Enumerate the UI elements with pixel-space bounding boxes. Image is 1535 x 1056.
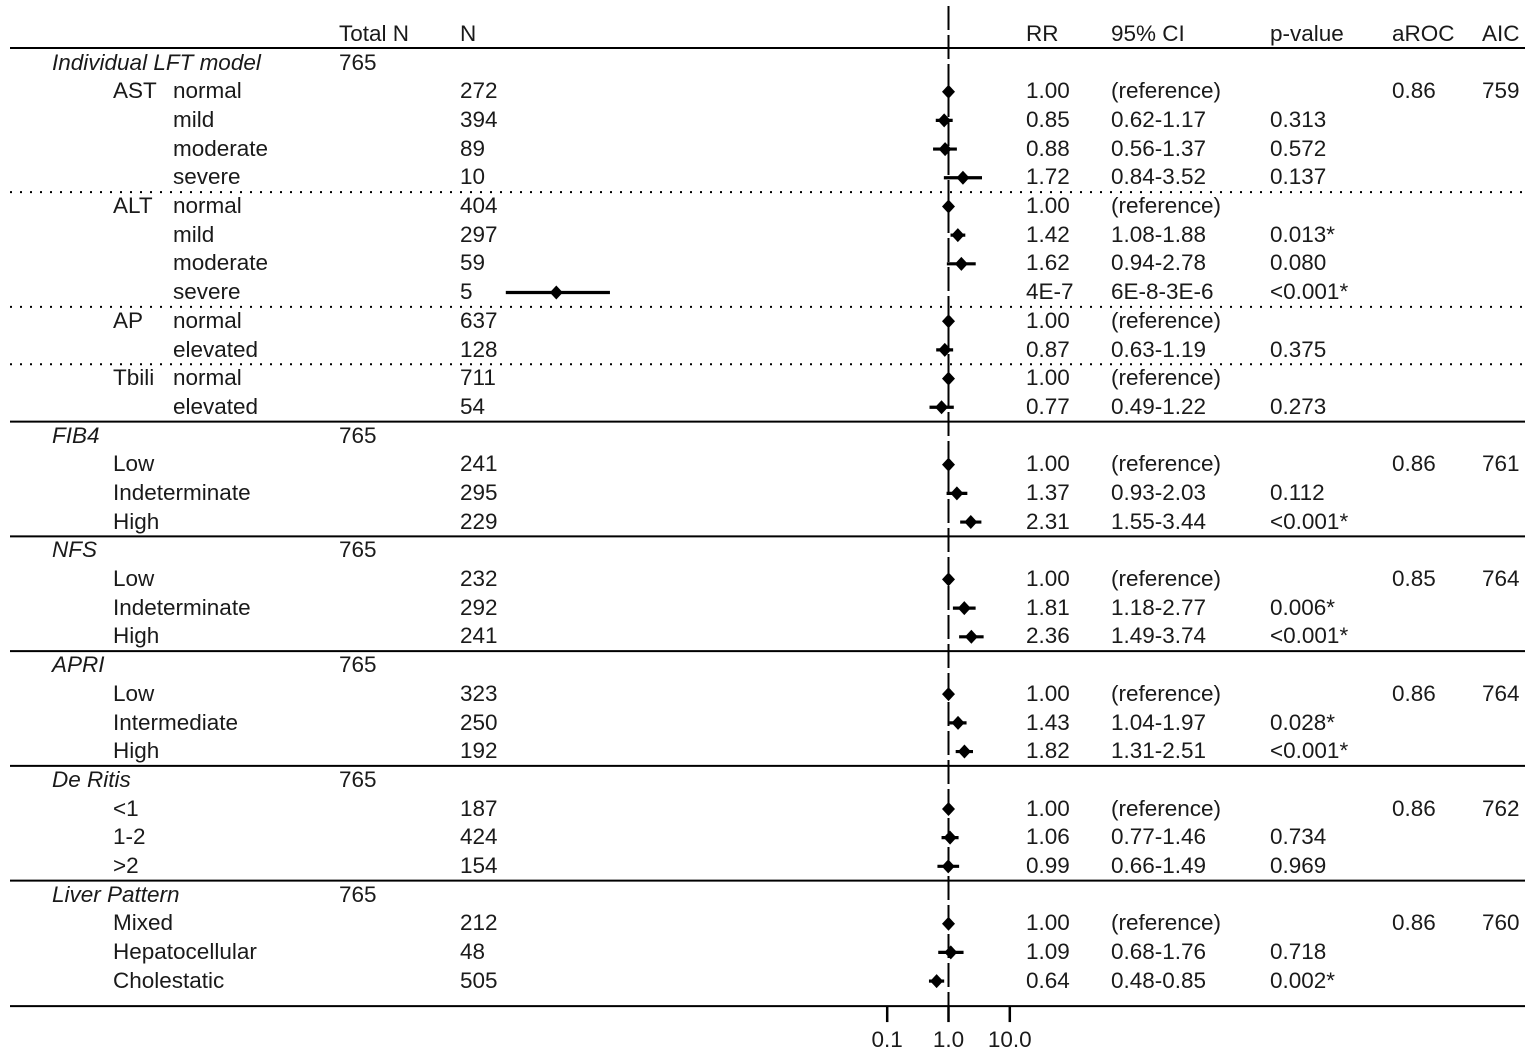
x-axis-tick-label: 0.1 xyxy=(871,1027,903,1052)
x-axis-tick-label: 10.0 xyxy=(987,1027,1032,1052)
test-label: AST xyxy=(113,78,157,104)
ci-value: 1.08-1.88 xyxy=(1111,221,1207,247)
n-value: 292 xyxy=(460,594,498,620)
n-value: 323 xyxy=(460,680,498,706)
level-label: elevated xyxy=(173,336,259,362)
level-label: Indeterminate xyxy=(113,594,251,620)
group-label: APRI xyxy=(52,652,105,678)
level-label: Low xyxy=(113,451,155,477)
ci-value: 0.77-1.46 xyxy=(1111,824,1207,850)
n-value: 48 xyxy=(460,939,486,965)
ci-value: 1.49-3.74 xyxy=(1111,623,1207,649)
level-label: Intermediate xyxy=(113,709,239,735)
level-label: mild xyxy=(173,107,215,133)
level-label: moderate xyxy=(173,135,269,161)
aroc-value: 0.86 xyxy=(1392,78,1436,104)
p-value: 0.002* xyxy=(1270,967,1336,993)
level-label: mild xyxy=(173,221,215,247)
estimate-diamond-marker xyxy=(550,286,563,300)
p-value: 0.969 xyxy=(1270,852,1327,878)
ci-value: 1.04-1.97 xyxy=(1111,709,1207,735)
p-value: <0.001* xyxy=(1270,623,1349,649)
aic-value: 764 xyxy=(1482,680,1520,706)
level-label: 1-2 xyxy=(113,824,146,850)
estimate-diamond-marker xyxy=(930,974,943,988)
n-value: 241 xyxy=(460,623,498,649)
test-label: ALT xyxy=(113,193,153,219)
group-total-n: 765 xyxy=(339,537,377,563)
p-value: 0.028* xyxy=(1270,709,1336,735)
n-value: 505 xyxy=(460,967,498,993)
rr-value: 1.09 xyxy=(1026,939,1070,965)
n-value: 89 xyxy=(460,135,486,161)
level-label: Indeterminate xyxy=(113,480,251,505)
level-label: normal xyxy=(173,365,242,391)
ci-value: 0.48-0.85 xyxy=(1111,967,1207,993)
aroc-value: 0.86 xyxy=(1392,680,1436,706)
rr-value: 1.00 xyxy=(1026,910,1070,936)
n-value: 192 xyxy=(460,738,498,764)
rr-value: 1.00 xyxy=(1026,365,1070,391)
p-value: 0.013* xyxy=(1270,221,1336,247)
estimate-diamond-marker xyxy=(958,601,971,615)
estimate-diamond-marker xyxy=(951,228,964,242)
aic-value: 760 xyxy=(1482,910,1520,936)
p-value: <0.001* xyxy=(1270,738,1349,764)
n-value: 154 xyxy=(460,852,498,878)
aroc-value: 0.85 xyxy=(1392,566,1436,592)
rr-value: 1.37 xyxy=(1026,480,1070,505)
level-label: normal xyxy=(173,78,242,104)
ci-value: (reference) xyxy=(1111,566,1222,592)
group-label: Individual LFT model xyxy=(52,49,261,75)
p-value: 0.080 xyxy=(1270,250,1327,276)
rr-value: 1.00 xyxy=(1026,451,1070,477)
level-label: >2 xyxy=(113,852,139,878)
n-value: 272 xyxy=(460,78,498,104)
estimate-diamond-marker xyxy=(944,831,957,845)
rr-value: 0.77 xyxy=(1026,393,1070,419)
estimate-diamond-marker xyxy=(955,257,968,271)
p-value: 0.313 xyxy=(1270,107,1327,133)
n-value: 212 xyxy=(460,910,498,936)
group-label: Liver Pattern xyxy=(52,881,180,907)
p-value: 0.375 xyxy=(1270,336,1327,362)
ci-value: (reference) xyxy=(1111,307,1222,333)
n-value: 232 xyxy=(460,566,498,592)
ci-value: 0.62-1.17 xyxy=(1111,107,1207,133)
ci-value: 0.63-1.19 xyxy=(1111,336,1207,362)
group-label: De Ritis xyxy=(52,766,131,792)
level-label: High xyxy=(113,508,160,534)
n-value: 297 xyxy=(460,221,498,247)
estimate-diamond-marker xyxy=(952,716,965,730)
aroc-value: 0.86 xyxy=(1392,451,1436,477)
level-label: moderate xyxy=(173,250,269,276)
ci-value: 1.31-2.51 xyxy=(1111,738,1207,764)
ci-value: 0.93-2.03 xyxy=(1111,480,1207,505)
estimate-diamond-marker xyxy=(944,945,957,959)
header-n: N xyxy=(460,21,477,46)
header-rr: RR xyxy=(1026,21,1059,46)
ci-value: 0.84-3.52 xyxy=(1111,164,1207,190)
level-label: normal xyxy=(173,193,242,219)
level-label: Cholestatic xyxy=(113,967,225,993)
rr-value: 1.82 xyxy=(1026,738,1070,764)
rr-value: 0.85 xyxy=(1026,107,1070,133)
rr-value: 0.64 xyxy=(1026,967,1070,993)
ci-value: 1.55-3.44 xyxy=(1111,508,1207,534)
group-total-n: 765 xyxy=(339,766,377,792)
n-value: 250 xyxy=(460,709,498,735)
n-value: 229 xyxy=(460,508,498,534)
group-total-n: 765 xyxy=(339,49,377,75)
level-label: Mixed xyxy=(113,910,174,936)
rr-value: 0.87 xyxy=(1026,336,1070,362)
aic-value: 764 xyxy=(1482,566,1520,592)
rr-value: 1.62 xyxy=(1026,250,1070,276)
n-value: 187 xyxy=(460,795,498,821)
aic-value: 761 xyxy=(1482,451,1520,477)
ci-value: (reference) xyxy=(1111,910,1222,936)
level-label: severe xyxy=(173,164,241,190)
n-value: 295 xyxy=(460,480,498,505)
rr-value: 0.88 xyxy=(1026,135,1070,161)
group-total-n: 765 xyxy=(339,652,377,678)
ci-value: 1.18-2.77 xyxy=(1111,594,1207,620)
group-total-n: 765 xyxy=(339,881,377,907)
rr-value: 1.43 xyxy=(1026,709,1070,735)
header-ci: 95% CI xyxy=(1111,21,1185,46)
aic-value: 759 xyxy=(1482,78,1520,104)
ci-value: 0.56-1.37 xyxy=(1111,135,1207,161)
group-label: FIB4 xyxy=(52,422,100,448)
level-label: elevated xyxy=(173,393,259,419)
n-value: 128 xyxy=(460,336,498,362)
aic-value: 762 xyxy=(1482,795,1520,821)
rr-value: 1.81 xyxy=(1026,594,1070,620)
header-p-value: p-value xyxy=(1270,21,1344,46)
estimate-diamond-marker xyxy=(935,400,948,414)
rr-value: 1.00 xyxy=(1026,680,1070,706)
rr-value: 2.36 xyxy=(1026,623,1070,649)
group-total-n: 765 xyxy=(339,422,377,448)
x-axis-tick-label: 1.0 xyxy=(932,1027,965,1052)
level-label: severe xyxy=(173,279,241,305)
p-value: 0.006* xyxy=(1270,594,1336,620)
rr-value: 1.06 xyxy=(1026,824,1070,850)
ci-value: 0.49-1.22 xyxy=(1111,393,1207,419)
ci-value: (reference) xyxy=(1111,680,1222,706)
rr-value: 1.72 xyxy=(1026,164,1070,190)
ci-value: (reference) xyxy=(1111,451,1222,477)
level-label: <1 xyxy=(113,795,139,821)
header-total-n: Total N xyxy=(339,21,410,46)
n-value: 404 xyxy=(460,193,498,219)
ci-value: (reference) xyxy=(1111,365,1222,391)
rr-value: 1.00 xyxy=(1026,566,1070,592)
rr-value: 2.31 xyxy=(1026,508,1070,534)
aroc-value: 0.86 xyxy=(1392,795,1436,821)
ci-value: (reference) xyxy=(1111,78,1222,104)
n-value: 59 xyxy=(460,250,486,276)
level-label: Low xyxy=(113,680,155,706)
estimate-diamond-marker xyxy=(950,486,963,500)
rr-value: 1.00 xyxy=(1026,307,1070,333)
p-value: 0.112 xyxy=(1270,480,1325,505)
estimate-diamond-marker xyxy=(956,171,969,185)
n-value: 10 xyxy=(460,164,486,190)
ci-value: 0.68-1.76 xyxy=(1111,939,1207,965)
level-label: High xyxy=(113,623,160,649)
p-value: 0.718 xyxy=(1270,939,1327,965)
level-label: High xyxy=(113,738,160,764)
p-value: 0.734 xyxy=(1270,824,1327,850)
estimate-diamond-marker xyxy=(965,630,978,644)
n-value: 394 xyxy=(460,107,498,133)
ci-value: (reference) xyxy=(1111,795,1222,821)
aroc-value: 0.86 xyxy=(1392,910,1436,936)
n-value: 5 xyxy=(460,279,473,305)
rr-value: 1.42 xyxy=(1026,221,1070,247)
estimate-diamond-marker xyxy=(958,745,971,759)
n-value: 424 xyxy=(460,824,498,850)
p-value: <0.001* xyxy=(1270,279,1349,305)
group-label: NFS xyxy=(52,537,97,563)
p-value: 0.572 xyxy=(1270,135,1327,161)
rr-value: 1.00 xyxy=(1026,78,1070,104)
estimate-diamond-marker xyxy=(964,515,977,529)
ci-value: 0.94-2.78 xyxy=(1111,250,1207,276)
rr-value: 0.99 xyxy=(1026,852,1070,878)
n-value: 241 xyxy=(460,451,498,477)
level-label: normal xyxy=(173,307,242,333)
p-value: <0.001* xyxy=(1270,508,1349,534)
level-label: Hepatocellular xyxy=(113,939,257,965)
test-label: AP xyxy=(113,307,144,333)
estimate-diamond-marker xyxy=(939,142,952,156)
level-label: Low xyxy=(113,566,155,592)
n-value: 711 xyxy=(460,365,496,391)
n-value: 637 xyxy=(460,307,498,333)
rr-value: 1.00 xyxy=(1026,193,1070,219)
ci-value: 6E-8-3E-6 xyxy=(1111,279,1214,305)
header-aroc: aROC xyxy=(1392,21,1455,46)
ci-value: (reference) xyxy=(1111,193,1222,219)
ci-value: 0.66-1.49 xyxy=(1111,852,1207,878)
test-label: Tbili xyxy=(113,365,155,391)
rr-value: 4E-7 xyxy=(1026,279,1074,305)
p-value: 0.137 xyxy=(1270,164,1327,190)
header-aic: AIC xyxy=(1482,21,1520,46)
p-value: 0.273 xyxy=(1270,393,1327,419)
n-value: 54 xyxy=(460,393,486,419)
rr-value: 1.00 xyxy=(1026,795,1070,821)
